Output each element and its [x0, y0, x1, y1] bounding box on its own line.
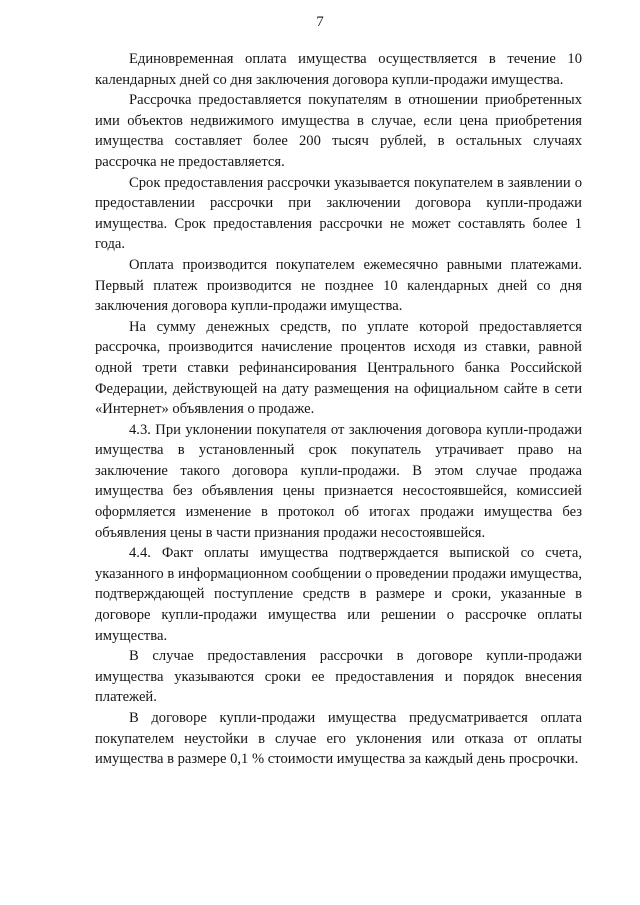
paragraph-interest-accrual: На сумму денежных средств, по уплате которой предоставляется рассрочка, производится начисление процентов исходя из ставки, равной одной трети ставки рефинансирования Центрального банка Российской Федерации, действующей на дату размещения на официальном сайте в сети «Интернет» объявления о продаже.	[95, 318, 582, 418]
paragraph-installment-term: Срок предоставления рассрочки указывается покупателем в заявлении о предоставлении рассрочки при заключении договора купли-продажи имущества. Срок предоставления рассрочки не может составлять более 1 года.	[95, 174, 582, 253]
paragraph-one-time-payment: Единовременная оплата имущества осуществляется в течение 10 календарных дней со дня заключения договора купли-продажи имущества.	[95, 51, 582, 88]
paragraph-installment-eligibility: Рассрочка предоставляется покупателям в отношении приобретенных ими объектов недвижимого имущества в случае, если цена приобретения имущества составляет более 200 тысяч рублей, в остальных случаях рассрочка не предоставляется.	[95, 92, 582, 170]
paragraph-monthly-payments: Оплата производится покупателем ежемесячно равными платежами. Первый платеж производится не позднее 10 календарных дней со дня заключения договора купли-продажи имущества.	[95, 256, 582, 315]
paragraph-installment-contract-terms: В случае предоставления рассрочки в договоре купли-продажи имущества указываются сроки ее предоставления и порядок внесения платежей.	[95, 648, 582, 706]
paragraph-section-4-3: 4.3. При уклонении покупателя от заключения договора купли-продажи имущества в установленный срок покупатель утрачивает право на заключение такого договора купли-продажи. В этом случае продажа имущества без объявления цены признается несостоявшейся, комиссией оформляется изменение в протокол об итогах продажи имущества без объявления цены в части признания продажи несостоявшейся.	[95, 421, 582, 541]
paragraph-penalty: В договоре купли-продажи имущества предусматривается оплата покупателем неустойки в случае его уклонения или отказа от оплаты имущества в размере 0,1 % стоимости имущества за каждый день просрочки.	[95, 710, 582, 768]
document-body	[95, 49, 582, 770]
paragraph-section-4-4: 4.4. Факт оплаты имущества подтверждается выпиской со счета, указанного в информационном сообщении о проведении продажи имущества, подтверждающей поступление средств в размере и сроки, указанные в договоре купли-продажи имущества или решении о рассрочке оплаты имущества.	[95, 545, 582, 644]
page-number: 7	[316, 14, 324, 30]
